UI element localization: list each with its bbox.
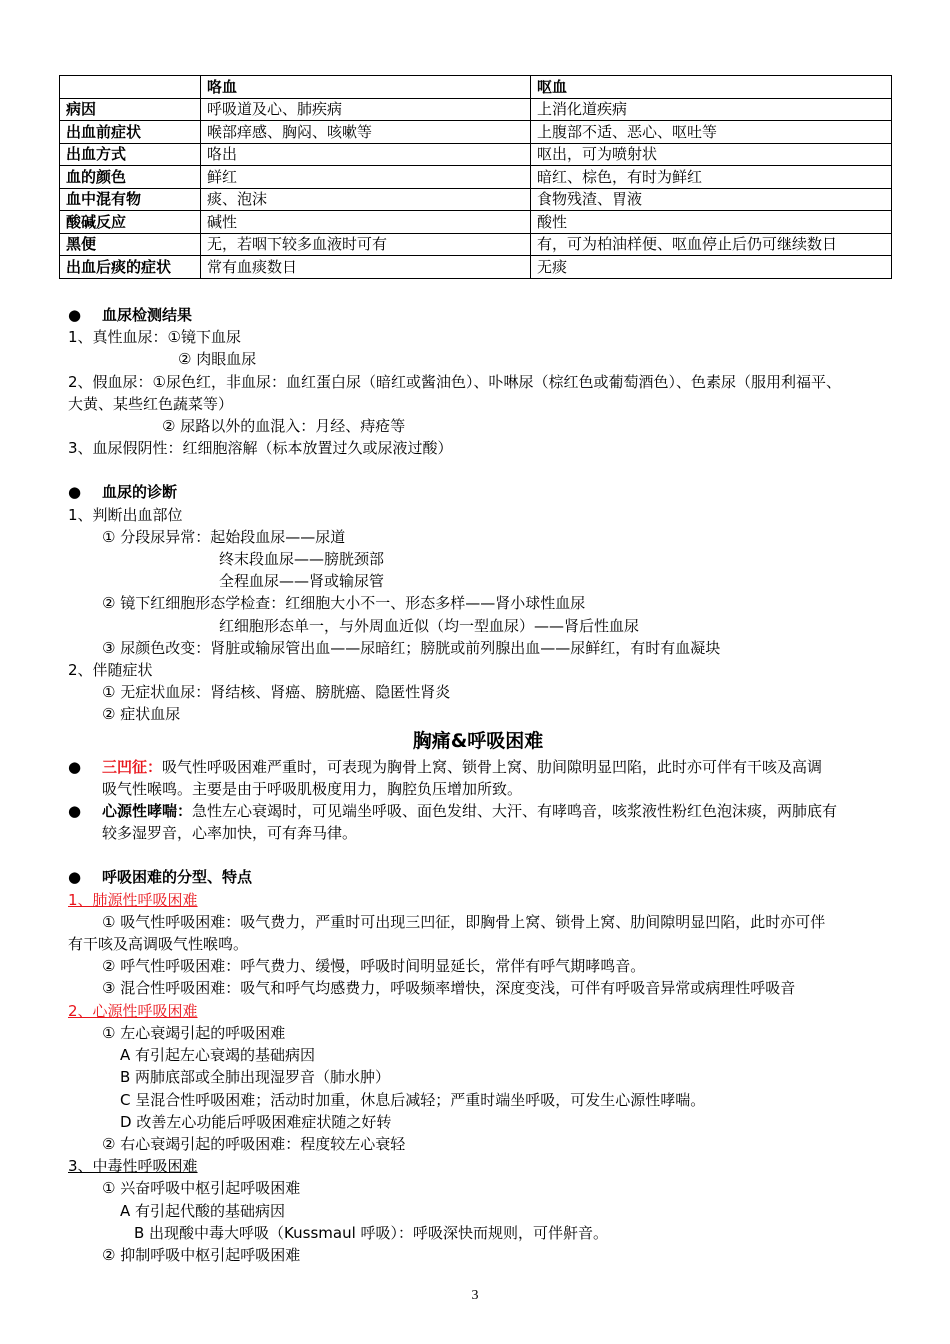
table-cell: 常有血痰数日 — [201, 256, 531, 279]
text-line: ② 镜下红细胞形态学检查：红细胞大小不一、形态多样——肾小球性血尿 — [102, 594, 586, 613]
text-line: 1、判断出血部位 — [68, 505, 183, 524]
text-line: C 呈混合性呼吸困难；活动时加重，休息后减轻；严重时端坐呼吸，可发生心源性哮喘。 — [120, 1090, 706, 1109]
text-line: 有干咳及高调吸气性喉鸣。 — [68, 935, 249, 954]
section-heading: ● 血尿检测结果 — [68, 304, 888, 326]
bullet-icon: ● — [68, 757, 82, 776]
table-cell: 食物残渣、胃液 — [531, 188, 892, 211]
text-line: ① 吸气性呼吸困难：吸气费力，严重时可出现三凹征，即胸骨上窝、锁骨上窝、肋间隙明显凹陷，此时亦可伴 — [102, 912, 826, 931]
text-line: 红细胞形态单一，与外周血近似（均一型血尿）——肾后性血尿 — [219, 616, 640, 635]
text-line: A 有引起代酸的基础病因 — [120, 1201, 286, 1220]
table-cell: 咯出 — [201, 143, 531, 166]
table-cell: 酸性 — [531, 211, 892, 234]
row-label: 血的颜色 — [60, 166, 201, 189]
document-body — [68, 304, 888, 1266]
comparison-table — [59, 75, 892, 279]
table-cell: 痰、泡沫 — [201, 188, 531, 211]
table-row — [60, 166, 892, 189]
text-line: ② 呼气性呼吸困难：呼气费力、缓慢，呼吸时间明显延长，常伴有呼气期哮鸣音。 — [102, 957, 646, 976]
text-line: D 改善左心功能后呼吸困难症状随之好转 — [120, 1112, 392, 1131]
text-line: 2、假血尿：①尿色红，非血尿：血红蛋白尿（暗红或酱油色）、卟啉尿（棕红色或葡萄酒色）、色素尿（服用利福平、 — [68, 372, 841, 391]
section-heading: ● 血尿的诊断 — [68, 481, 888, 503]
text-line: 较多湿罗音，心率加快，可有奔马律。 — [102, 824, 358, 843]
row-label: 出血方式 — [60, 143, 201, 166]
section-title: 胸痛&呼吸困难 — [412, 729, 544, 752]
row-label: 病因 — [60, 98, 201, 121]
term-cardiac-asthma: 心源性哮喘： — [102, 802, 193, 821]
table-cell: 喉部痒感、胸闷、咳嗽等 — [201, 121, 531, 144]
text-line: 全程血尿——肾或输尿管 — [219, 572, 385, 591]
table-row — [60, 98, 892, 121]
row-label: 血中混有物 — [60, 188, 201, 211]
text-line: ② 抑制呼吸中枢引起呼吸困难 — [102, 1245, 301, 1264]
table-cell: 呕出，可为喷射状 — [531, 143, 892, 166]
table-cell: 暗红、棕色，有时为鲜红 — [531, 166, 892, 189]
term-three-depressions: 三凹征： — [102, 757, 163, 776]
table-row — [60, 188, 892, 211]
text-line: ① 兴奋呼吸中枢引起呼吸困难 — [102, 1179, 301, 1198]
table-header-cell — [60, 76, 201, 99]
bullet-item: ● 三凹征：吸气性呼吸困难严重时，可表现为胸骨上窝、锁骨上窝、肋间隙明显凹陷，此时亦可伴有干咳及高调 吸气性喉鸣。主要是由于呼吸肌极度用力，胸腔负压增加所致。 — [68, 756, 888, 800]
section-heading: ● 呼吸困难的分型、特点 — [68, 866, 888, 888]
table-cell: 碱性 — [201, 211, 531, 234]
table-cell: 呼吸道及心、肺疾病 — [201, 98, 531, 121]
table-row — [60, 211, 892, 234]
subheading-toxic: 3、中毒性呼吸困难 — [68, 1157, 198, 1176]
text-line: ② 肉眼血尿 — [178, 350, 257, 369]
bullet-icon: ● — [68, 306, 82, 324]
page-number: 3 — [471, 1288, 479, 1303]
subheading-pulmonary: 1、肺源性呼吸困难 — [68, 890, 198, 909]
row-label: 黑便 — [60, 233, 201, 256]
table-row — [60, 121, 892, 144]
table-row — [60, 233, 892, 256]
table-cell: 鲜红 — [201, 166, 531, 189]
text-line: ② 右心衰竭引起的呼吸困难：程度较左心衰轻 — [102, 1134, 406, 1153]
text-line: ① 无症状血尿：肾结核、肾癌、膀胱癌、隐匿性肾炎 — [102, 683, 451, 702]
text-line: ② 尿路以外的血混入：月经、痔疮等 — [162, 417, 406, 436]
table-cell: 无，若咽下较多血液时可有 — [201, 233, 531, 256]
text-line: 吸气性喉鸣。主要是由于呼吸肌极度用力，胸腔负压增加所致。 — [102, 779, 523, 798]
table-header-cell: 咯血 — [201, 76, 531, 99]
text-line: ① 分段尿异常：起始段血尿——尿道 — [102, 527, 346, 546]
bullet-icon: ● — [68, 483, 82, 502]
text-line: B 两肺底部或全肺出现湿罗音（肺水肿） — [120, 1068, 391, 1087]
text-line: B 出现酸中毒大呼吸（Kussmaul 呼吸）：呼吸深快而规则，可伴鼾音。 — [134, 1223, 609, 1242]
row-label: 出血前症状 — [60, 121, 201, 144]
table-cell: 无痰 — [531, 256, 892, 279]
text-line: 2、伴随症状 — [68, 661, 153, 680]
table-cell: 上消化道疾病 — [531, 98, 892, 121]
text-line: ② 症状血尿 — [102, 705, 181, 724]
table-header-row — [60, 76, 892, 99]
row-label: 出血后痰的症状 — [60, 256, 201, 279]
text-line: 大黄、某些红色蔬菜等） — [68, 394, 234, 413]
text-line: 3、血尿假阴性：红细胞溶解（标本放置过久或尿液过酸） — [68, 439, 453, 458]
text-line: ① 左心衰竭引起的呼吸困难 — [102, 1023, 286, 1042]
text-line: ③ 混合性呼吸困难：吸气和呼气均感费力，呼吸频率增快，深度变浅，可伴有呼吸音异常或病理性呼吸音 — [102, 979, 796, 998]
table-row — [60, 143, 892, 166]
table-cell: 上腹部不适、恶心、呕吐等 — [531, 121, 892, 144]
table-header-cell: 呕血 — [531, 76, 892, 99]
bullet-item: ● 心源性哮喘：急性左心衰竭时，可见端坐呼吸、面色发绀、大汗、有哮鸣音，咳浆液性粉红色泡沫痰，两肺底有 较多湿罗音，心率加快，可有奔马律。 — [68, 800, 888, 844]
row-label: 酸碱反应 — [60, 211, 201, 234]
table-cell: 有，可为柏油样便、呕血停止后仍可继续数日 — [531, 233, 892, 256]
subheading-cardiac: 2、心源性呼吸困难 — [68, 1001, 198, 1020]
text-line: ③ 尿颜色改变：肾脏或输尿管出血——尿暗红；膀胱或前列腺出血——尿鲜红，有时有血凝块 — [102, 638, 721, 657]
text-line: 终末段血尿——膀胱颈部 — [219, 550, 385, 569]
text-line: 1、真性血尿：①镜下血尿 — [68, 328, 241, 347]
table-row — [60, 256, 892, 279]
bullet-icon: ● — [68, 802, 82, 821]
text-line: A 有引起左心衰竭的基础病因 — [120, 1046, 316, 1065]
bullet-icon: ● — [68, 868, 82, 887]
